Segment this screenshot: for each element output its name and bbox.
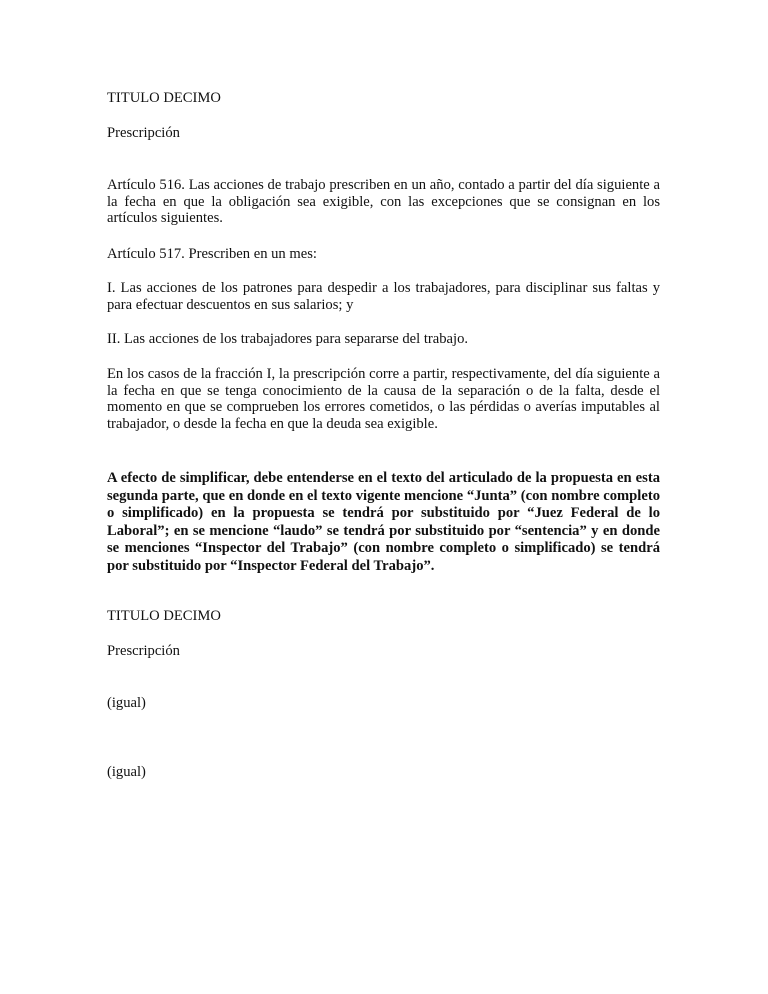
simplification-note: A efecto de simplificar, debe entenderse en el texto del articulado de la propuesta en esta segunda parte, que en donde en el texto vigente mencione “Junta” (con nombre completo o simplificado) en la propuesta se tendrá por substituido por “Juez Federal de lo Laboral”; en se mencione “laudo” se tendrá por substituido por “sentencia” y en donde se menciones “Inspector del Trabajo” (con nombre completo o simplificado) se tendrá por substituido por “Inspector Federal del Trabajo”. [107, 470, 660, 574]
section2-heading: TITULO DECIMO [107, 608, 221, 624]
fraction-i: I. Las acciones de los patrones para despedir a los trabajadores, para disciplinar sus faltas y para efectuar descuentos en sus salarios; y [107, 280, 660, 313]
article-517: Artículo 517. Prescriben en un mes: [107, 246, 317, 262]
cases-paragraph: En los casos de la fracción I, la prescripción corre a partir, respectivamente, del día siguiente a la fecha en que se tenga conocimiento de la causa de la separación o de la falta, desde el momento en que se comprueben los errores cometidos, o las pérdidas o averías imputables al trabajador, o desde la fecha en que la deuda sea exigible. [107, 366, 660, 432]
section1-subheading: Prescripción [107, 125, 180, 141]
article-516: Artículo 516. Las acciones de trabajo prescriben en un año, contado a partir del día siguiente a la fecha en que la obligación sea exigible, con las excepciones que se consignan en los artículos siguientes. [107, 177, 660, 226]
section2-subheading: Prescripción [107, 643, 180, 659]
fraction-ii: II. Las acciones de los trabajadores para separarse del trabajo. [107, 331, 469, 347]
igual-article-517: (igual) [107, 764, 146, 780]
section1-heading: TITULO DECIMO [107, 90, 221, 106]
igual-article-516: (igual) [107, 695, 146, 711]
